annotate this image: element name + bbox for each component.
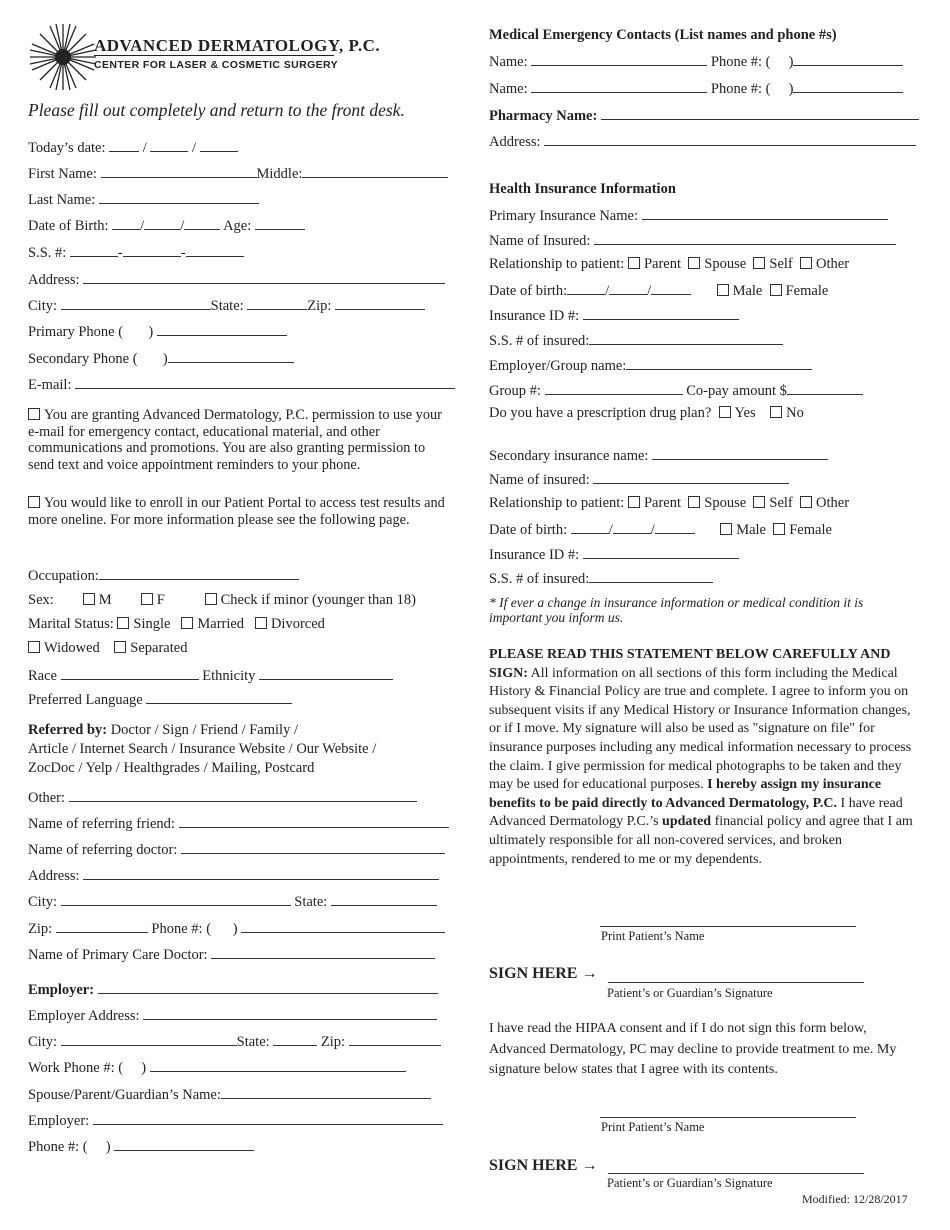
email-consent-checkbox[interactable]: [28, 408, 40, 420]
pcp-label: Name of Primary Care Doctor:: [28, 947, 208, 963]
relationship2-label: Relationship to patient:: [489, 495, 625, 511]
emergency-phone-field-1[interactable]: [793, 52, 903, 66]
sex-female-label: F: [156, 592, 165, 608]
insured2-row: [489, 470, 789, 489]
first-name-row: [28, 164, 448, 183]
insured2-dob-year[interactable]: [655, 520, 695, 534]
sign-here-label-1: SIGN HERE: [489, 965, 578, 982]
signature-line-2[interactable]: [608, 1173, 864, 1174]
emergency-contact-1: Name: Phone #: ( ): [489, 52, 903, 71]
rel-spouse-checkbox[interactable]: [688, 257, 700, 269]
marital-widowed-checkbox[interactable]: [28, 641, 40, 653]
middle-label: Middle:: [256, 166, 303, 182]
signature-caption-2: Patient’s or Guardian’s Signature: [607, 1176, 773, 1190]
dob-day-field[interactable]: [144, 216, 180, 230]
secondary-insurance-row: [489, 446, 828, 465]
date-year-field[interactable]: [200, 138, 238, 152]
statement-updated: updated: [662, 814, 712, 830]
ss-row: S.S. #: - -: [28, 243, 244, 262]
employer2-field[interactable]: [93, 1111, 443, 1125]
first-name-label: First Name:: [28, 166, 97, 182]
primary-insurance-row: [489, 206, 888, 225]
insurance-id-field[interactable]: [583, 306, 739, 320]
referral-other-row: [28, 788, 417, 807]
referral-other-field[interactable]: [69, 788, 417, 802]
minor-label: Check if minor (younger than 18): [220, 592, 416, 608]
last-name-label: Last Name:: [28, 192, 96, 208]
sign-here-label-2: SIGN HERE: [489, 1157, 578, 1174]
middle-field[interactable]: [302, 164, 448, 178]
rel-parent-checkbox[interactable]: [628, 257, 640, 269]
rx-yes-checkbox[interactable]: [719, 406, 731, 418]
ss-part1-field[interactable]: [70, 243, 118, 257]
primary-insurance-field[interactable]: [642, 206, 888, 220]
pharmacy-address-row: [489, 132, 916, 151]
insured-row: [489, 231, 896, 250]
starburst-icon: [28, 22, 98, 92]
print-name-caption-2: Print Patient’s Name: [601, 1120, 705, 1134]
date-month-field[interactable]: [109, 138, 139, 152]
employer-label: Employer:: [28, 982, 95, 998]
statement-block: [489, 646, 921, 869]
employer-state-label: State:: [236, 1034, 270, 1050]
employer-field[interactable]: [98, 980, 438, 994]
ss-part2-field[interactable]: [123, 243, 181, 257]
portal-text: You would like to enroll in our Patient Portal to access test results and more oneline. For more information please see the following page.: [28, 495, 445, 528]
insurance-title: Health Insurance Information: [489, 181, 676, 197]
employer-zip-field[interactable]: [349, 1032, 441, 1046]
rel2-self-label: Self: [769, 495, 793, 511]
print-name-line-1[interactable]: [600, 926, 856, 927]
insured-dob-year[interactable]: [651, 281, 691, 295]
marital-divorced-label: Divorced: [270, 616, 325, 632]
group-name-field[interactable]: [626, 356, 812, 370]
insured-male-label: Male: [732, 283, 763, 299]
employer-phone-field[interactable]: [114, 1137, 254, 1151]
arrow-right-icon: →: [581, 1157, 598, 1174]
ethnicity-field[interactable]: [259, 666, 393, 680]
rx-no-checkbox[interactable]: [770, 406, 782, 418]
first-name-field[interactable]: [101, 164, 257, 178]
modified-date: Modified: 12/28/2017: [802, 1192, 908, 1206]
emergency-name-field-1[interactable]: [531, 52, 707, 66]
emergency-phone-field-2[interactable]: [793, 79, 903, 93]
city-row: [28, 296, 425, 315]
logo: [28, 22, 381, 92]
rel2-other-label: Other: [816, 495, 850, 511]
practice-name: ADVANCED DERMATOLOGY, P.C.: [94, 36, 381, 55]
address-field[interactable]: [83, 270, 445, 284]
guardian-label: Spouse/Parent/Guardian’s Name:: [28, 1087, 221, 1103]
statement-body-3: financial policy and agree that I am ultimately responsible for all non-covered services, and broken appointments, rendered to me or my dependents.: [489, 814, 913, 867]
dob-year-field[interactable]: [184, 216, 220, 230]
insured2-dob-row: Date of birth: / / Male Female: [489, 522, 832, 538]
primary-insurance-label: Primary Insurance Name:: [489, 208, 638, 224]
insurance-id2-label: Insurance ID #:: [489, 547, 580, 563]
address-label: Address:: [28, 272, 80, 288]
marital-married-checkbox[interactable]: [181, 617, 193, 629]
insurance-note: * If ever a change in insurance information or medical condition it is important you inform us.: [489, 595, 864, 625]
group-row: [489, 381, 863, 400]
referring-friend-label: Name of referring friend:: [28, 816, 175, 832]
sex-label: Sex:: [28, 592, 54, 608]
employer-phone-label: Phone #: (: [28, 1139, 88, 1155]
insured2-ss-row: [489, 569, 713, 588]
employer-phone-row: Phone #: ( ): [28, 1137, 254, 1156]
insured-dob-month[interactable]: [567, 281, 605, 295]
emergency-phone-label-2: Phone #: (: [710, 81, 771, 97]
secondary-phone-field[interactable]: [168, 349, 294, 363]
state-field[interactable]: [247, 296, 307, 310]
statement-heading: PLEASE READ THIS STATEMENT BELOW CAREFULLY AND SIGN:: [489, 647, 891, 681]
emergency-phone-label-1: Phone #: (: [710, 54, 771, 70]
referral-city-field[interactable]: [61, 892, 291, 906]
sex-row: [28, 592, 416, 609]
pcp-field[interactable]: [211, 945, 435, 959]
insured2-field[interactable]: [593, 470, 789, 484]
rx-label: Do you have a prescription drug plan?: [489, 405, 712, 421]
rel-other-label: Other: [816, 256, 850, 272]
primary-phone-row: Primary Phone ( ): [28, 322, 287, 341]
marital-married-label: Married: [197, 616, 245, 632]
referring-doctor-label: Name of referring doctor:: [28, 842, 178, 858]
pcp-row: [28, 945, 435, 964]
insured-field[interactable]: [594, 231, 896, 245]
sign-here-2: [489, 1157, 597, 1175]
signature-line-1[interactable]: [608, 982, 864, 983]
ethnicity-label: Ethnicity: [202, 668, 256, 684]
todays-date-label: Today’s date:: [28, 140, 106, 156]
city-field[interactable]: [61, 296, 211, 310]
insured-female-checkbox[interactable]: [770, 284, 782, 296]
ss-label: S.S. #:: [28, 245, 67, 261]
employer-address-row: [28, 1006, 437, 1025]
referred-by-label: Referred by:: [28, 722, 108, 738]
rel2-other-checkbox[interactable]: [800, 496, 812, 508]
referral-address-label: Address:: [28, 868, 80, 884]
rel-other-checkbox[interactable]: [800, 257, 812, 269]
referral-options-3: ZocDoc / Yelp / Healthgrades / Mailing, Postcard: [28, 760, 315, 776]
todays-date-row: Today’s date: / /: [28, 138, 238, 157]
insurance-id-label: Insurance ID #:: [489, 308, 580, 324]
insured-ss-row: [489, 331, 783, 350]
rel2-parent-label: Parent: [643, 495, 681, 511]
employer-city-row: [28, 1032, 441, 1051]
signature-caption-1: Patient’s or Guardian’s Signature: [607, 986, 773, 1000]
employer-city-field[interactable]: [61, 1032, 237, 1046]
rx-no-label: No: [786, 405, 804, 421]
email-label: E-mail:: [28, 377, 72, 393]
occupation-field[interactable]: [99, 566, 299, 580]
dob-row: Date of Birth: / / Age:: [28, 216, 305, 235]
age-label: Age:: [223, 218, 252, 234]
sign-here-1: [489, 965, 597, 983]
last-name-row: [28, 190, 259, 209]
insured2-female-label: Female: [789, 522, 832, 538]
insured-male-checkbox[interactable]: [717, 284, 729, 296]
referral-address-field[interactable]: [83, 866, 439, 880]
copay-field[interactable]: [787, 381, 863, 395]
hipaa-statement: I have read the HIPAA consent and if I do not sign this form below, Advanced Dermatology, PC may decline to provide treatment to me. My signature below states that I agree with its contents.: [489, 1021, 897, 1077]
age-field[interactable]: [255, 216, 305, 230]
sex-male-checkbox[interactable]: [83, 593, 95, 605]
guardian-row: [28, 1085, 431, 1104]
marital-separated-checkbox[interactable]: [114, 641, 126, 653]
pharmacy-label: Pharmacy Name:: [489, 108, 598, 124]
zip-field[interactable]: [335, 296, 425, 310]
marital-separated-label: Separated: [130, 640, 188, 656]
insured2-dob-label: Date of birth:: [489, 522, 568, 538]
ss-part3-field[interactable]: [186, 243, 244, 257]
marital-label: Marital Status:: [28, 616, 114, 632]
address-row: [28, 270, 445, 289]
referred-by-row: [28, 722, 298, 739]
marital-widowed-label: Widowed: [44, 640, 100, 656]
secondary-insurance-label: Secondary insurance name:: [489, 448, 649, 464]
insured2-label: Name of insured:: [489, 472, 590, 488]
secondary-phone-label: Secondary Phone (: [28, 351, 138, 367]
last-name-field[interactable]: [99, 190, 259, 204]
referral-state-field[interactable]: [331, 892, 437, 906]
sex-female-checkbox[interactable]: [141, 593, 153, 605]
insured-female-label: Female: [785, 283, 829, 299]
referral-options-1: Doctor / Sign / Friend / Family /: [110, 722, 298, 738]
insured-ss-label: S.S. # of insured:: [489, 333, 590, 349]
employer-address-field[interactable]: [143, 1006, 437, 1020]
arrow-right-icon: →: [581, 965, 598, 982]
rel2-spouse-checkbox[interactable]: [688, 496, 700, 508]
relationship-label: Relationship to patient:: [489, 256, 625, 272]
rel2-self-checkbox[interactable]: [753, 496, 765, 508]
referral-city-label: City:: [28, 894, 58, 910]
rel-self-checkbox[interactable]: [753, 257, 765, 269]
dob-label: Date of Birth:: [28, 218, 109, 234]
statement-body-1: All information on all sections of this form including the Medical History & Financial Policy are true and complete. I agree to inform you on subsequent visits if any Medical History or Insurance Information changes, or if I move. My signature will also be used as "signature on file" for insurance purposes including any medical information necessary to process the claim. I give permission for medical photographs to be taken and they may be used for educational purposes.: [489, 665, 912, 793]
language-label: Preferred Language: [28, 692, 143, 708]
rel-self-label: Self: [769, 256, 793, 272]
referral-zip-row: Zip: Phone #: ( ): [28, 919, 445, 938]
statement-body-2: I have read Advanced Dermatology P.C.’s: [489, 795, 903, 830]
pharmacy-field[interactable]: [601, 106, 919, 120]
city-label: City:: [28, 298, 58, 314]
employer2-row: [28, 1111, 443, 1130]
emergency-title: Medical Emergency Contacts (List names and phone #s): [489, 27, 837, 43]
referral-other-label: Other:: [28, 790, 66, 806]
referral-city-row: [28, 892, 437, 911]
emergency-name-label-2: Name:: [489, 81, 528, 97]
referral-options-2: Article / Internet Search / Insurance Website / Our Website /: [28, 741, 377, 757]
referring-doctor-field[interactable]: [181, 840, 445, 854]
marital-row: [28, 616, 325, 633]
insured2-dob-month[interactable]: [571, 520, 609, 534]
insured2-dob-day[interactable]: [613, 520, 651, 534]
guardian-field[interactable]: [221, 1085, 431, 1099]
copay-label: Co-pay amount $: [686, 383, 787, 399]
print-name-line-2[interactable]: [600, 1117, 856, 1118]
rx-yes-label: Yes: [734, 405, 756, 421]
insured2-ss-label: S.S. # of insured:: [489, 571, 590, 587]
state-label: State:: [210, 298, 244, 314]
referral-state-label: State:: [294, 894, 328, 910]
insurance-id2-field[interactable]: [583, 545, 739, 559]
emergency-name-label-1: Name:: [489, 54, 528, 70]
employer2-label: Employer:: [28, 1113, 90, 1129]
marital-single-label: Single: [133, 616, 171, 632]
referral-zip-label: Zip:: [28, 921, 53, 937]
insurance-id-row: [489, 306, 739, 325]
occupation-label: Occupation:: [28, 568, 99, 584]
employer-address-label: Employer Address:: [28, 1008, 140, 1024]
work-phone-row: Work Phone #: ( ): [28, 1058, 406, 1077]
referral-phone-label: Phone #: (: [151, 921, 212, 937]
primary-phone-field[interactable]: [157, 322, 287, 336]
portal-consent: [28, 495, 453, 528]
insured2-male-checkbox[interactable]: [720, 523, 732, 535]
referral-phone-field[interactable]: [241, 919, 445, 933]
email-row: [28, 375, 455, 394]
print-name-caption-1: Print Patient’s Name: [601, 929, 705, 943]
work-phone-field[interactable]: [150, 1058, 406, 1072]
race-field[interactable]: [61, 666, 199, 680]
employer-city-label: City:: [28, 1034, 58, 1050]
marital-row-2: [28, 640, 187, 657]
referring-friend-row: [28, 814, 449, 833]
insured-ss-field[interactable]: [589, 331, 783, 345]
insured-label: Name of Insured:: [489, 233, 591, 249]
pharmacy-address-label: Address:: [489, 134, 541, 150]
referring-friend-field[interactable]: [179, 814, 449, 828]
emergency-contact-2: Name: Phone #: ( ): [489, 79, 903, 98]
primary-phone-label: Primary Phone (: [28, 324, 124, 340]
insured2-male-label: Male: [736, 522, 766, 538]
rel2-spouse-label: Spouse: [704, 495, 747, 511]
marital-divorced-checkbox[interactable]: [255, 617, 267, 629]
rel-parent-label: Parent: [643, 256, 681, 272]
practice-subtitle: CENTER FOR LASER & COSMETIC SURGERY: [94, 59, 339, 71]
employer-zip-label: Zip:: [320, 1034, 346, 1050]
email-field[interactable]: [75, 375, 455, 389]
zip-label: Zip:: [307, 298, 332, 314]
form-instruction: Please fill out completely and return to the front desk.: [28, 100, 405, 120]
relationship2-row: [489, 495, 849, 512]
group-field[interactable]: [545, 381, 683, 395]
group-name-row: [489, 356, 812, 375]
insured-dob-day[interactable]: [609, 281, 647, 295]
insurance-id2-row: [489, 545, 739, 564]
insured2-ss-field[interactable]: [589, 569, 713, 583]
referral-zip-field[interactable]: [56, 919, 148, 933]
race-row: [28, 666, 393, 685]
referral-address-row: [28, 866, 439, 885]
occupation-row: [28, 566, 299, 585]
date-day-field[interactable]: [150, 138, 188, 152]
rel2-parent-checkbox[interactable]: [628, 496, 640, 508]
sex-male-label: M: [98, 592, 112, 608]
insured-dob-label: Date of birth:: [489, 283, 568, 299]
email-consent: [28, 407, 453, 473]
rx-row: [489, 405, 804, 422]
group-label: Group #:: [489, 383, 541, 399]
rel-spouse-label: Spouse: [704, 256, 747, 272]
relationship-row: [489, 256, 849, 273]
secondary-phone-row: Secondary Phone ( ): [28, 349, 294, 368]
employer-row: [28, 980, 438, 999]
insured-dob-row: Date of birth: / / Male Female: [489, 283, 829, 299]
secondary-insurance-field[interactable]: [652, 446, 828, 460]
language-field[interactable]: [146, 690, 292, 704]
work-phone-label: Work Phone #: (: [28, 1060, 124, 1076]
employer-state-field[interactable]: [273, 1032, 317, 1046]
dob-month-field[interactable]: [112, 216, 140, 230]
emergency-name-field-2[interactable]: [531, 79, 707, 93]
email-consent-text: You are granting Advanced Dermatology, P.C. permission to use your e-mail for emergency contact, educational material, and other communications and promotions. You are also granting permission to send text and voice appointment reminders to your phone.: [28, 407, 442, 473]
group-name-label: Employer/Group name:: [489, 358, 627, 374]
pharmacy-row: [489, 106, 919, 125]
race-label: Race: [28, 668, 57, 684]
referring-doctor-row: [28, 840, 445, 859]
marital-single-checkbox[interactable]: [117, 617, 129, 629]
pharmacy-address-field[interactable]: [544, 132, 916, 146]
statement-assign: I hereby assign my insurance benefits to be paid directly to Advanced Dermatology, P.C.: [489, 777, 882, 811]
portal-checkbox[interactable]: [28, 496, 40, 508]
minor-checkbox[interactable]: [205, 593, 217, 605]
language-row: [28, 690, 292, 709]
insured2-female-checkbox[interactable]: [773, 523, 785, 535]
